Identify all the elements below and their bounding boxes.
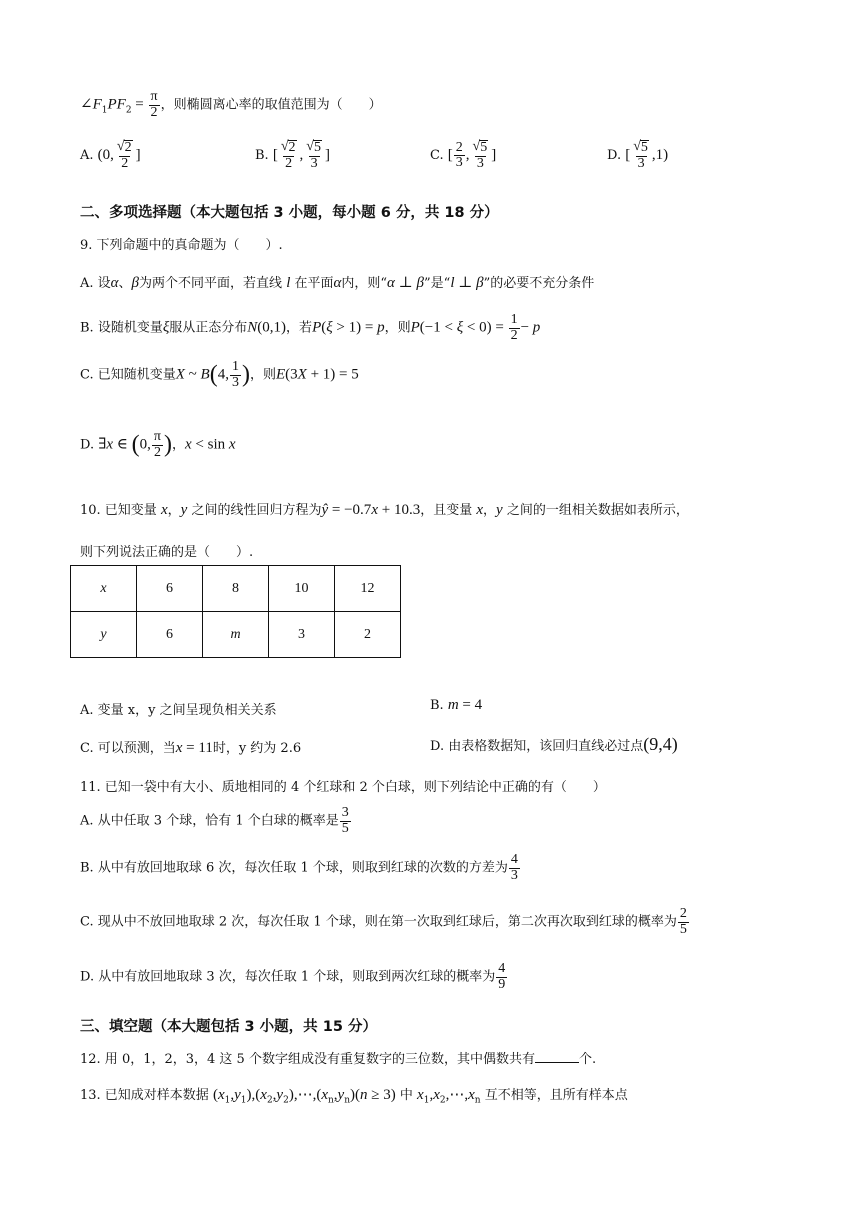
q9-option-c: C. 已知随机变量X ~ B(4, $\frac{1}{3}$ )，则E(3X + 1) = 5 — [80, 359, 359, 390]
table-cell: 6 — [137, 566, 203, 612]
table-cell: 10 — [269, 566, 335, 612]
q10-option-c: C. 可以预测，当x = 11时，y 约为 2.6 — [80, 740, 302, 756]
q11-option-c: C. 现从中不放回地取球 2 次，每次任取 1 个球，则在第一次取到红球后，第二次再次取到红球的概率为 $\frac{2}{5}$ — [80, 906, 687, 937]
answer-blank — [535, 1050, 579, 1063]
table-cell: m — [203, 612, 269, 658]
q11-option-a: A. 从中任取 3 个球，恰有 1 个白球的概率是 $\frac{3}{5}$ — [80, 805, 349, 836]
q11-option-d: D. 从中有放回地取球 3 次，每次任取 1 个球，则取到两次红球的概率为 $\frac{4}{9}$ — [80, 961, 506, 992]
q10-option-a: A. 变量 x，y 之间呈现负相关关系 — [80, 703, 277, 718]
table-cell: y — [71, 612, 137, 658]
q8-stem-text: ，则椭圆离心率的取值范围为（ ） — [160, 97, 382, 113]
q10-option-b: B. m = 4 — [430, 697, 483, 713]
q9-option-b: B. 设随机变量ξ服从正态分布N(0,1)，若P(ξ > 1) = p，则P(−1 < ξ < 0) = $\frac{1}{2}$ − p — [80, 312, 541, 343]
q13-stem: 13. 已知成对样本数据 $(x_1,y_1),(x_2,y_2),\cdots,(x_n,y_n)(n \ge 3)$ 中 $x_1,x_2,\cdots,x_n$ 互不相等，且所有样本点 — [80, 1087, 628, 1106]
q10-option-d: D. 由表格数据知，该回归直线必过点(9,4) — [430, 734, 678, 754]
table-row — [71, 566, 401, 612]
q10-stem-line1: 10. 已知变量 x，y 之间的线性回归方程为ŷ = −0.7x + 10.3，且变量 x，y 之间的一组相关数据如表所示， — [80, 502, 689, 518]
q8-option-b: B. [ √ 2 2 , √ 5 3 ] — [255, 139, 330, 171]
section-heading-multiple-choice: 二、多项选择题（本大题包括 3 小题，每小题 6 分，共 18 分） — [80, 205, 499, 221]
q8-stem: $\angle F_1PF_2$ = $\frac{\pi}{2}$ ，则椭圆离心率的取值范围为（ ） — [80, 89, 382, 120]
q10-data-table — [70, 565, 401, 658]
table-cell: 3 — [269, 612, 335, 658]
q9-option-d: D. ∃x ∈ (0, $\frac{\pi}{2}$ )，x < sin x — [80, 429, 236, 460]
q12-stem: 12. 用 0，1，2，3，4 这 5 个数字组成没有重复数字的三位数，其中偶数共有 个. — [80, 1052, 597, 1067]
table-row — [71, 612, 401, 658]
table-cell: 6 — [137, 612, 203, 658]
q8-option-d: D. [ √ 5 3 ,1) — [607, 139, 669, 171]
q8-option-a: A. (0, √ 2 2 ] — [80, 139, 141, 171]
q11-stem: 11. 已知一袋中有大小、质地相同的 4 个红球和 2 个白球，则下列结论中正确的有（ ） — [80, 780, 606, 795]
table-cell: 2 — [335, 612, 401, 658]
q9-option-a: A. 设α、β为两个不同平面，若直线 l 在平面α内，则“α ⊥ β”是“l ⊥ β”的必要不充分条件 — [80, 275, 595, 291]
q11-option-b: B. 从中有放回地取球 6 次，每次任取 1 个球，则取到红球的次数的方差为 $\frac{4}{3}$ — [80, 852, 518, 883]
table-cell: 12 — [335, 566, 401, 612]
q9-stem: 9. 下列命题中的真命题为（ ）. — [80, 238, 283, 253]
q8-option-c: C. [ $\frac{2}{3}$ , √ 5 3 ] — [430, 139, 497, 171]
table-cell: x — [71, 566, 137, 612]
section-heading-fill-in: 三、填空题（本大题包括 3 小题，共 15 分） — [80, 1019, 377, 1035]
q10-stem-line2: 则下列说法正确的是（ ）. — [80, 545, 254, 560]
table-cell: 8 — [203, 566, 269, 612]
